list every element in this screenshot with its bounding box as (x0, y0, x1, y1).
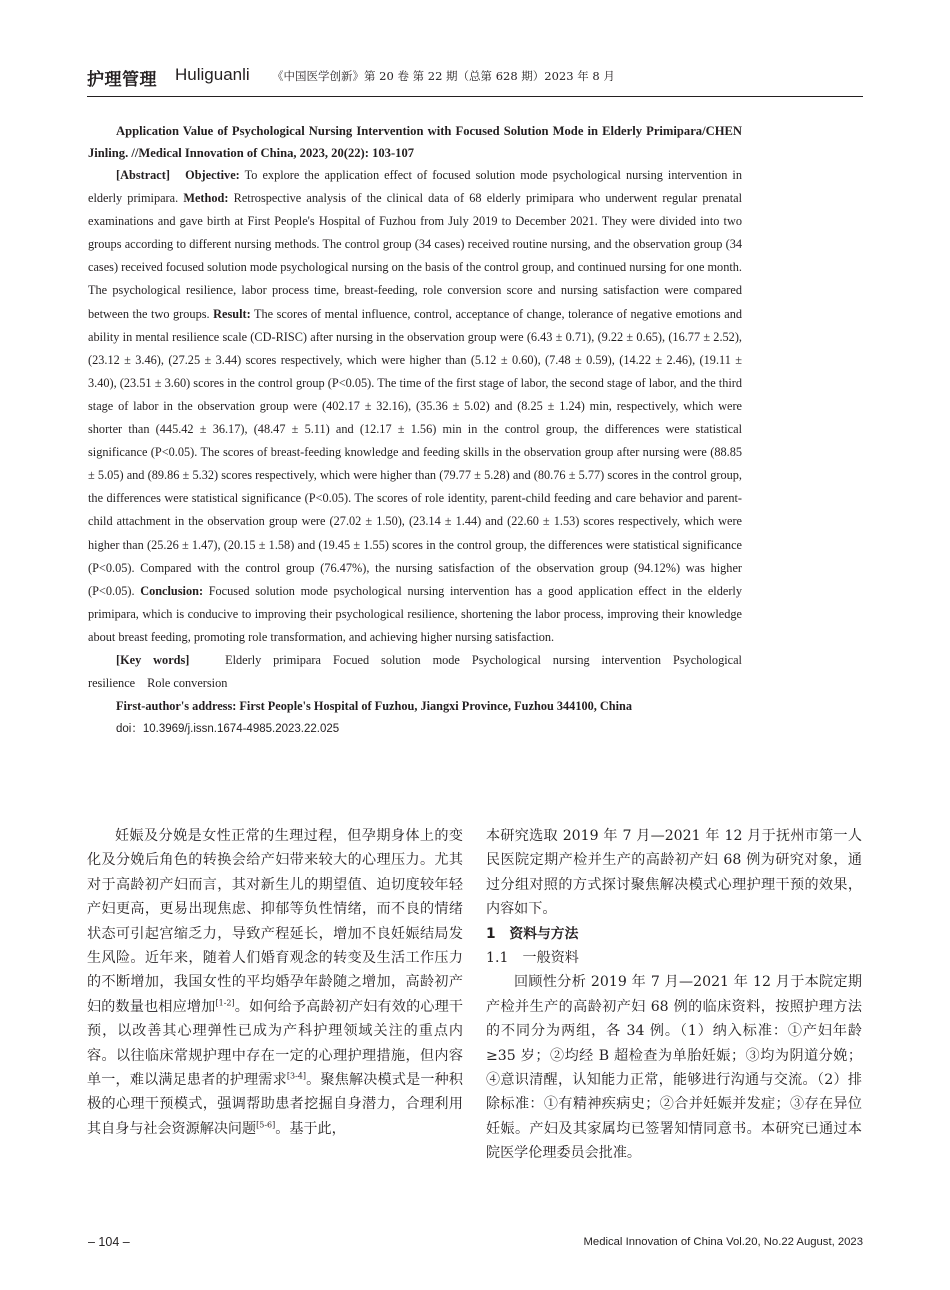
section-title-cn: 护理管理 (87, 70, 157, 90)
body-column-left (87, 824, 463, 1141)
intro-text: 。聚焦解决模式是一种积极的心理干预模式，强调帮助患者挖掘自身潜力，合理利用其自身与社会资源解决问题 (87, 1072, 464, 1137)
section-title-en: Huliguanli (175, 65, 250, 84)
page-number: – 104 – (88, 1235, 130, 1249)
keywords-label: [Key words] (116, 652, 190, 667)
body-column-right (486, 824, 862, 1166)
keyword: Psychological resilience (88, 652, 742, 691)
methods-paragraph: 回顾性分析 2019 年 7 月—2021 年 12 月于本院定期产检并生产的高龄初产妇 68 例的临床资料，按照护理方法的不同分为两组，各 34 例。（1）纳入标准：①产妇年龄≥35 岁；②均经 B 超检查为单胎妊娠；③均为阴道分娩；④意识清醒，认知能力正常，能够进行沟通与交流。（2）排除标准：①有精神疾病史；②合并妊娠并发症；③存在异位妊娠。产妇及其家属均已签署知情同意书。本研究已通过本院医学伦理委员会批准。 (486, 974, 862, 1162)
conclusion-text: Focused solution mode psychological nursing intervention has a good application effect in the elderly primipara, which is conducive to improving their psychological resilience, shortening the labor process, improving their knowledge about breast feeding, promoting role transformation, and achieving higher nursing satisfaction. (88, 583, 742, 644)
section-heading: 1 资料与方法 (486, 925, 579, 942)
citation-ref[interactable]: [1-2] (215, 998, 235, 1008)
intro-continuation: 本研究选取 2019 年 7 月—2021 年 12 月于抚州市第一人民医院定期产检并生产的高龄初产妇 68 例为研究对象，通过分组对照的方式探讨聚焦解决模式心理护理干预的效果，内容如下。 (486, 828, 862, 918)
keywords (88, 649, 742, 695)
intro-text: 妊娠及分娩是女性正常的生理过程，但孕期身体上的变化及分娩后角色的转换会给产妇带来较大的心理压力。尤其对于高龄初产妇而言，其对新生儿的期望值、迫切度较年轻产妇更高，更易出现焦虑、抑郁等负性情绪，而不良的情绪状态可引起宫缩乏力，导致产程延长，增加不良妊娠结局发生风险。近年来，随着人们婚育观念的转变及生活工作压力的不断增加，我国女性的平均婚孕年龄随之增加，高龄初产妇的数量也相应增加 (87, 828, 463, 1015)
method-text: Retrospective analysis of the clinical data of 68 elderly primipara who underwent regular prenatal examinations and gave birth at First People's Hospital of Fuzhou from July 2019 to December 2021. They were divided into two groups according to different nursing methods. The control group (34 cases) received routine nursing, and the observation group (34 cases) received focused solution mode psychological nursing on the basis of the control group, and continued nursing for one month. The psychological resilience, labor process time, breast-feeding, role conversion score and nursing satisfaction were compared between the two groups. (88, 191, 742, 321)
objective-text: To explore the application effect of focused solution mode psychological nursing intervention in elderly primipara. (88, 168, 742, 206)
citation-ref[interactable]: [3-4] (286, 1071, 306, 1081)
abstract-label: [Abstract] (116, 168, 170, 182)
doi-link[interactable]: doi：10.3969/j.issn.1674-4985.2023.22.025 (116, 723, 340, 736)
result-label: Result: (213, 306, 251, 321)
intro-text: 。基于此， (275, 1120, 346, 1137)
keyword: Role conversion (147, 676, 228, 691)
running-footer: Medical Innovation of China Vol.20, No.22 August, 2023 (583, 1236, 863, 1248)
subsection-heading: 1.1 一般资料 (486, 950, 579, 967)
citation-ref[interactable]: [5-6] (256, 1120, 276, 1130)
running-header (87, 62, 863, 97)
conclusion-label: Conclusion: (140, 583, 204, 598)
abstract-body (88, 164, 742, 649)
objective-label: Objective: (185, 168, 240, 182)
journal-citation: 《中国医学创新》第 20 卷 第 22 期（总第 628 期）2023 年 8 月 (272, 69, 615, 83)
method-label: Method: (183, 191, 229, 206)
keyword: Focued solution mode (332, 652, 460, 667)
result-text: The scores of mental influence, control, acceptance of change, tolerance of negative emotions and ability in mental resilience scale (CD-RISC) after nursing in the observation group were (6.43 ± 0.71), (9.22 ± 0.65), (16.77 ± 2.52), (23.12 ± 3.46), (27.25 ± 3.44) scores respectively, which were higher than (5.12 ± 0.60), (7.48 ± 0.59), (14.22 ± 2.46), (19.11 ± 3.40), (23.51 ± 3.60) scores in the control group (P<0.05). The time of the first stage of labor, the second stage of labor, and the third stage of labor in the observation group were (402.17 ± 32.16), (35.36 ± 5.02) and (8.25 ± 1.24) min, respectively, which were shorter than (445.42 ± 36.17), (48.47 ± 5.11) and (12.17 ± 1.56) min in the control group, the differences were statistical significance (P<0.05). The scores of breast-feeding knowledge and feeding skills in the observation group after nursing were (88.85 ± 5.05) and (89.86 ± 5.32) scores respectively, which were higher than (79.77 ± 5.28) and (80.76 ± 5.77) scores in the control group, the differences were statistical significance (P<0.05). The scores of role identity, parent-child feeding and care behavior and parent-child attachment in the observation group were (27.02 ± 1.50), (23.14 ± 1.44) and (22.60 ± 1.53) scores respectively, which were higher than (25.26 ± 1.47), (20.15 ± 1.58) and (19.45 ± 1.55) scores in the control group, the differences were statistical significance (P<0.05). Compared with the control group (76.47%), the nursing satisfaction of the observation group (94.12%) was higher (P<0.05). (88, 306, 743, 598)
intro-paragraph (87, 824, 463, 1141)
english-abstract (88, 120, 742, 741)
keyword: Elderly primipara (225, 652, 321, 667)
intro-text: 。如何给予高龄初产妇有效的心理干预，以改善其心理弹性已成为产科护理领域关注的重点内容。以往临床常规护理中存在一定的心理护理措施，但内容单一，难以满足患者的护理需求 (87, 998, 464, 1089)
keyword: Psychological nursing intervention (471, 652, 661, 667)
first-author-address: First-author's address: First People's Hospital of Fuzhou, Jiangxi Province, Fuzhou 344100, China (116, 699, 633, 714)
article-title-en: Application Value of Psychological Nursing Intervention with Focused Solution Mode in Elderly Primipara/CHEN Jinling. //Medical Innovation of China, 2023, 20(22): 103-107 (88, 124, 742, 160)
